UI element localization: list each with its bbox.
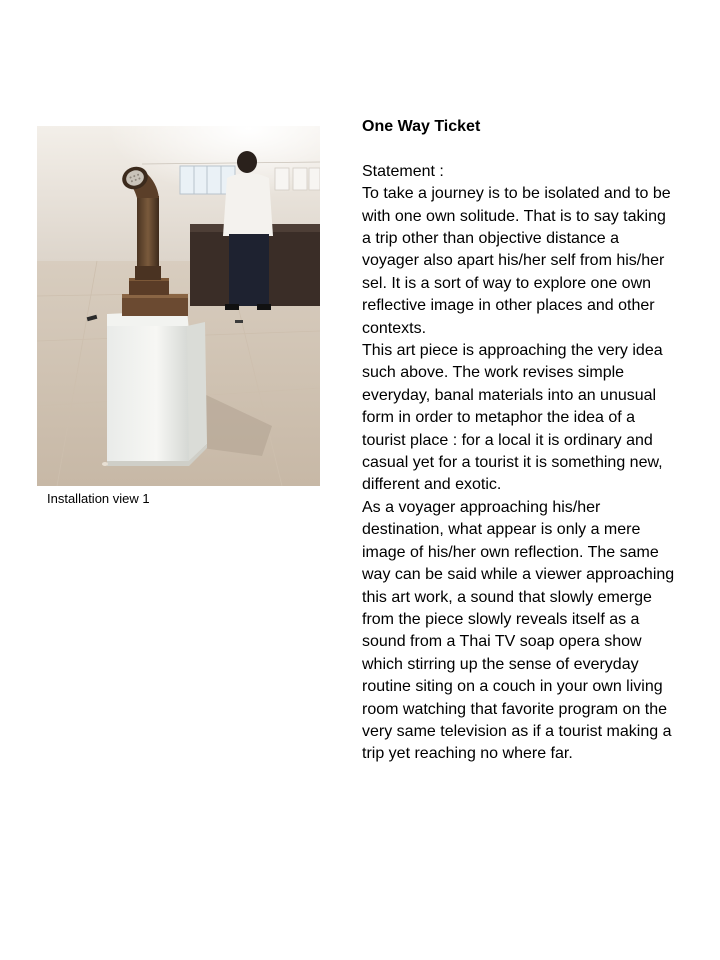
statement-line: very same television as if a tourist making a: [362, 722, 672, 740]
statement-line: contexts.: [362, 319, 427, 337]
statement-line: tourist place : for a local it is ordinary and: [362, 431, 653, 449]
installation-photo: [37, 126, 320, 486]
statement-line: this art work, a sound that slowly emerge: [362, 588, 652, 606]
artwork-statement: [362, 116, 702, 766]
statement-line: such above. The work revises simple: [362, 364, 625, 382]
statement-line: destination, what appear is only a mere: [362, 521, 641, 539]
statement-line: reflective image in other places and other: [362, 297, 655, 315]
statement-line: trip yet reaching no where far.: [362, 745, 573, 763]
statement-line: from the piece slowly reveals itself as a: [362, 610, 640, 628]
statement-line: sound from a Thai TV soap opera show: [362, 633, 642, 651]
statement-line: way can be said while a viewer approaching: [362, 566, 675, 584]
statement-paragraph: [362, 497, 702, 766]
statement-line: As a voyager approaching his/her: [362, 498, 601, 516]
installation-photo-image: [37, 126, 320, 486]
photo-caption: Installation view 1: [47, 491, 150, 506]
statement-line: different and exotic.: [362, 476, 502, 494]
statement-paragraph: [362, 340, 702, 497]
statement-paragraph: [362, 183, 702, 340]
statement-line: casual yet for a tourist it is something new,: [362, 454, 663, 472]
statement-line: everyday, banal materials into an unusual: [362, 386, 657, 404]
statement-line: with one own solitude. That is to say taking: [362, 207, 666, 225]
statement-line: which stirring up the sense of everyday: [362, 655, 639, 673]
statement-line: voyager also apart his/her self from his/her: [362, 252, 665, 270]
artwork-title: One Way Ticket: [362, 118, 481, 135]
white-pedestal: [107, 310, 207, 466]
blank-line: [362, 138, 702, 160]
statement-line: sel. It is a sort of way to explore one own: [362, 274, 652, 292]
statement-line: room watching that favorite program on the: [362, 700, 668, 718]
statement-line: image of his/her own reflection. The same: [362, 543, 659, 561]
statement-line: To take a journey is to be isolated and to be: [362, 185, 671, 203]
statement-line: This art piece is approaching the very idea: [362, 342, 663, 360]
statement-line: a trip other than objective distance a: [362, 230, 620, 248]
statement-line: routine siting on a couch in your own living: [362, 678, 663, 696]
statement-line: form in order to metaphor the idea of a: [362, 409, 636, 427]
wall-artworks: [275, 168, 320, 190]
statement-label: Statement :: [362, 162, 444, 180]
